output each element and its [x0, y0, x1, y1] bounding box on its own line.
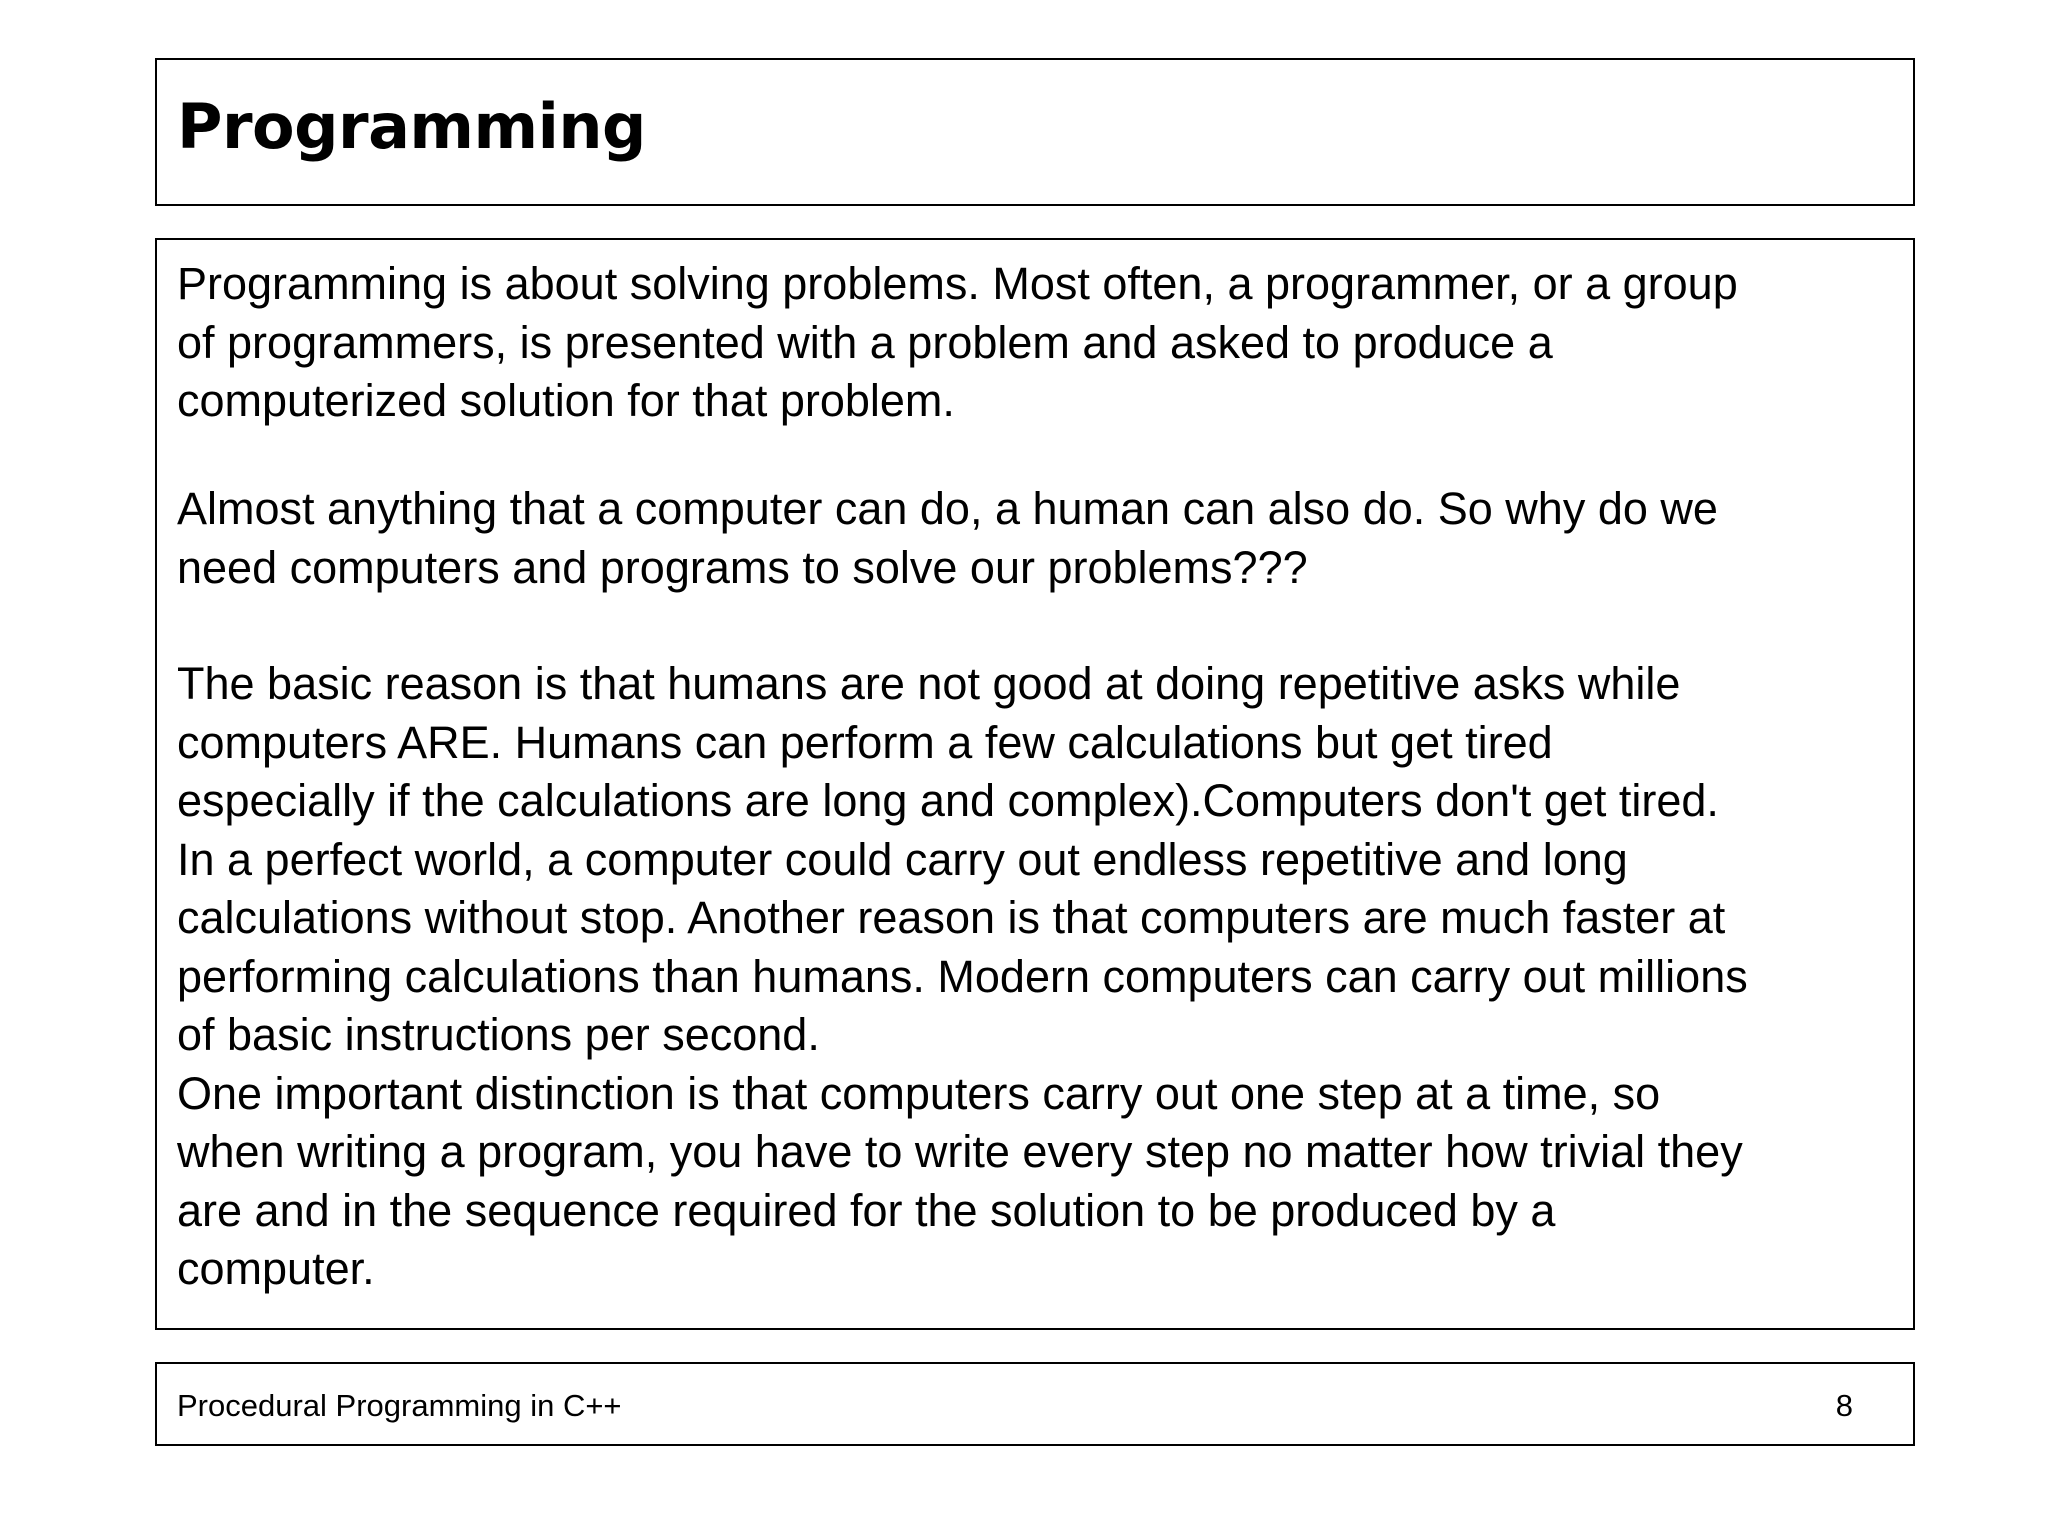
title-box [155, 58, 1915, 206]
page-number: 8 [1835, 1388, 1853, 1423]
content-box [155, 238, 1915, 1330]
paragraph-question: Almost anything that a computer can do, a human can also do. So why do we need computers and programs to solve our problems??? [177, 483, 1718, 593]
footer-course-title: Procedural Programming in C++ [177, 1388, 622, 1423]
paragraph-explanation: The basic reason is that humans are not good at doing repetitive asks while computers ARE. Humans can perform a few calculations but get tired especially if the calculations are long and complex).Computers don't get tired. In a perfect world, a computer could carry out endless repetitive and long calculations without stop. Another reason is that computers are much faster at performing calculations than humans. Modern computers can carry out millions of basic instructions per second. One important distinction is that computers carry out one step at a time, so when writing a program, you have to write every step no matter how trivial they are and in the sequence required for the solution to be produced by a computer. [177, 658, 1748, 1294]
slide-title: Programming [177, 90, 646, 163]
paragraph-intro: Programming is about solving problems. Most often, a programmer, or a group of programmers, is presented with a problem and asked to produce a computerized solution for that problem. [177, 258, 1738, 426]
footer-box [155, 1362, 1915, 1446]
